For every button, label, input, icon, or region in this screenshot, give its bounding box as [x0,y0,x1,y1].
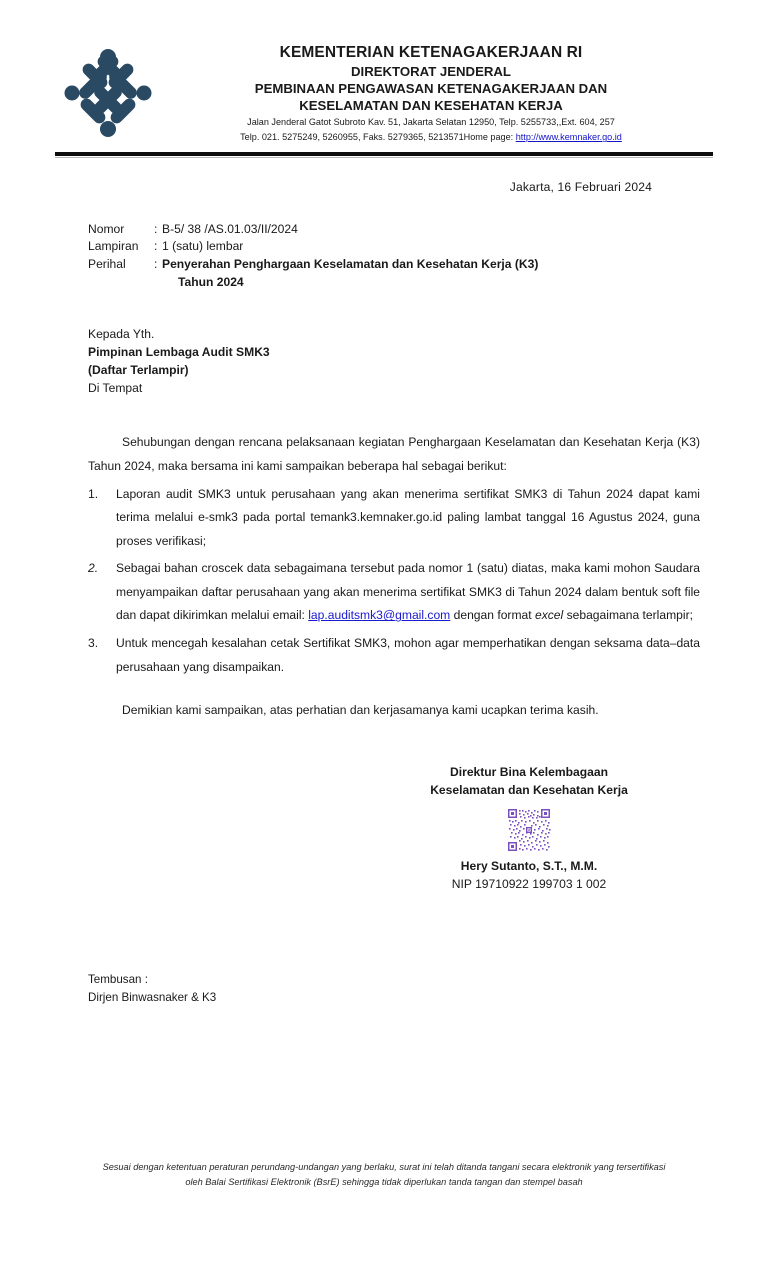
meta-value-nomor: B-5/ 38 /AS.01.03/II/2024 [162,222,298,237]
list-item-text [116,483,700,554]
closing-paragraph: Demikian kami sampaikan, atas perhatian dan kerjasamanya kami ucapkan terima kasih. [122,703,599,718]
electronic-signature-disclaimer: Sesuai dengan ketentuan peraturan perundang-undangan yang berlaku, surat ini telah ditanda tangani secara elektronik yang tersertifikasi oleh Balai Sertifikasi Elektronik (BsrE) sehingga tidak diperlukan tanda tangan dan stempel basah [102,1162,666,1188]
recipient-note: (Daftar Terlampir) [88,363,189,378]
divider-thin-rule [55,157,713,158]
website-link[interactable]: http://www.kemnaker.go.id [515,132,622,143]
meta-label-nomor: Nomor [88,222,125,237]
recipient-place: Di Tempat [88,381,143,396]
meta-colon-nomor: : [154,222,158,237]
qr-code-icon [507,808,551,852]
letterhead [0,0,768,144]
list-item-text [116,557,700,628]
org-name-line-1: KEMENTERIAN KETENAGAKERJAAN RI [279,44,583,61]
header-divider [0,152,768,158]
list-item [88,557,700,628]
recipient-block [88,325,700,398]
meta-colon-perihal: : [154,256,158,271]
opening-paragraph: Sehubungan dengan rencana pelaksanaan kegiatan Penghargaan Keselamatan dan Kesehatan Kerja (K3) Tahun 2024, maka bersama ini kami sampaikan beberapa hal sebagai berikut: [88,435,700,473]
list-item [88,483,700,554]
signature-block [88,763,700,893]
kemnaker-diamond-logo-icon [64,48,152,138]
list-item [88,632,700,679]
meta-label-lampiran: Lampiran [88,239,139,254]
logo-container [56,42,160,138]
meta-label-perihal: Perihal [88,256,126,271]
digital-signature-qr [507,808,551,852]
list-item-number: 1. [88,486,99,501]
list-item-number: 3. [88,636,99,651]
tembusan-value: Dirjen Binwasnaker & K3 [88,990,217,1004]
tembusan-label: Tembusan : [88,973,148,987]
meta-row-nomor [88,221,700,238]
signatory-title-line-2: Keselamatan dan Kesehatan Kerja [430,782,628,797]
recipient-salutation: Kepada Yth. [88,326,155,341]
address-line-1: Jalan Jenderal Gatot Subroto Kav. 51, Jakarta Selatan 12950, Telp. 5255733,,Ext. 604, 257 [247,117,615,128]
meta-value-perihal-line-2: Tahun 2024 [178,274,244,289]
meta-value-perihal: Penyerahan Penghargaan Keselamatan dan Kesehatan Kerja (K3) [162,256,539,271]
tembusan-block [88,971,700,1006]
org-name-line-4: KESELAMATAN DAN KESEHATAN KERJA [299,98,563,114]
meta-row-perihal [88,256,700,273]
signatory-name: Hery Sutanto, S.T., M.M. [460,859,598,874]
list-item-text-body: Sebagai bahan croscek data sebagaimana tersebut pada nomor 1 (satu) diatas, maka kami mohon Saudara menyampaikan daftar perusahaan yang akan menerima sertifikat SMK3 di Tahun 2024 dalam bentuk soft file dan dapat dikirimkan melalui email: [116,561,700,623]
org-name-line-3: PEMBINAAN PENGAWASAN KETENAGAKERJAAN DAN [254,81,608,97]
letter-meta-block [88,221,700,291]
address-phone-text: Telp. 021. 5275249, 5260955, Faks. 5279365, 5213571Home page: [240,132,516,143]
recipient-name: Pimpinan Lembaga Audit SMK3 [88,344,270,359]
list-item-text-mid: dengan format [450,608,535,623]
list-item-text [116,632,700,679]
numbered-items-list [88,483,700,680]
list-item-text-after: sebagaimana terlampir; [563,608,693,623]
list-item-text-body: Laporan audit SMK3 untuk perusahaan yang akan menerima sertifikat SMK3 di Tahun 2024 dapat kami terima melalui e-smk3 pada portal temank3.kemnaker.go.id paling lambat tanggal 16 Agustus 2024, guna proses verifikasi; [116,486,700,548]
signatory-nip: NIP 19710922 199703 1 002 [451,876,607,891]
place-and-date: Jakarta, 16 Februari 2024 [509,180,652,195]
list-item-italic-word: excel [534,608,564,623]
list-item-text-body: Untuk mencegah kesalahan cetak Sertifikat SMK3, mohon agar memperhatikan dengan seksama data–data perusahaan yang disampaikan. [116,636,700,674]
meta-colon-lampiran: : [154,239,158,254]
org-name-line-2: DIREKTORAT JENDERAL [351,63,511,79]
divider-thick-rule [55,152,713,156]
email-link[interactable]: lap.auditsmk3@gmail.com [308,608,451,623]
meta-value-lampiran: 1 (satu) lembar [162,239,244,254]
meta-row-lampiran [88,238,700,255]
address-line-2 [160,131,702,144]
letter-body [0,180,768,1006]
signatory-title-line-1: Direktur Bina Kelembagaan [450,764,608,779]
letterhead-text [160,44,712,144]
list-item-number: 2. [88,561,99,576]
